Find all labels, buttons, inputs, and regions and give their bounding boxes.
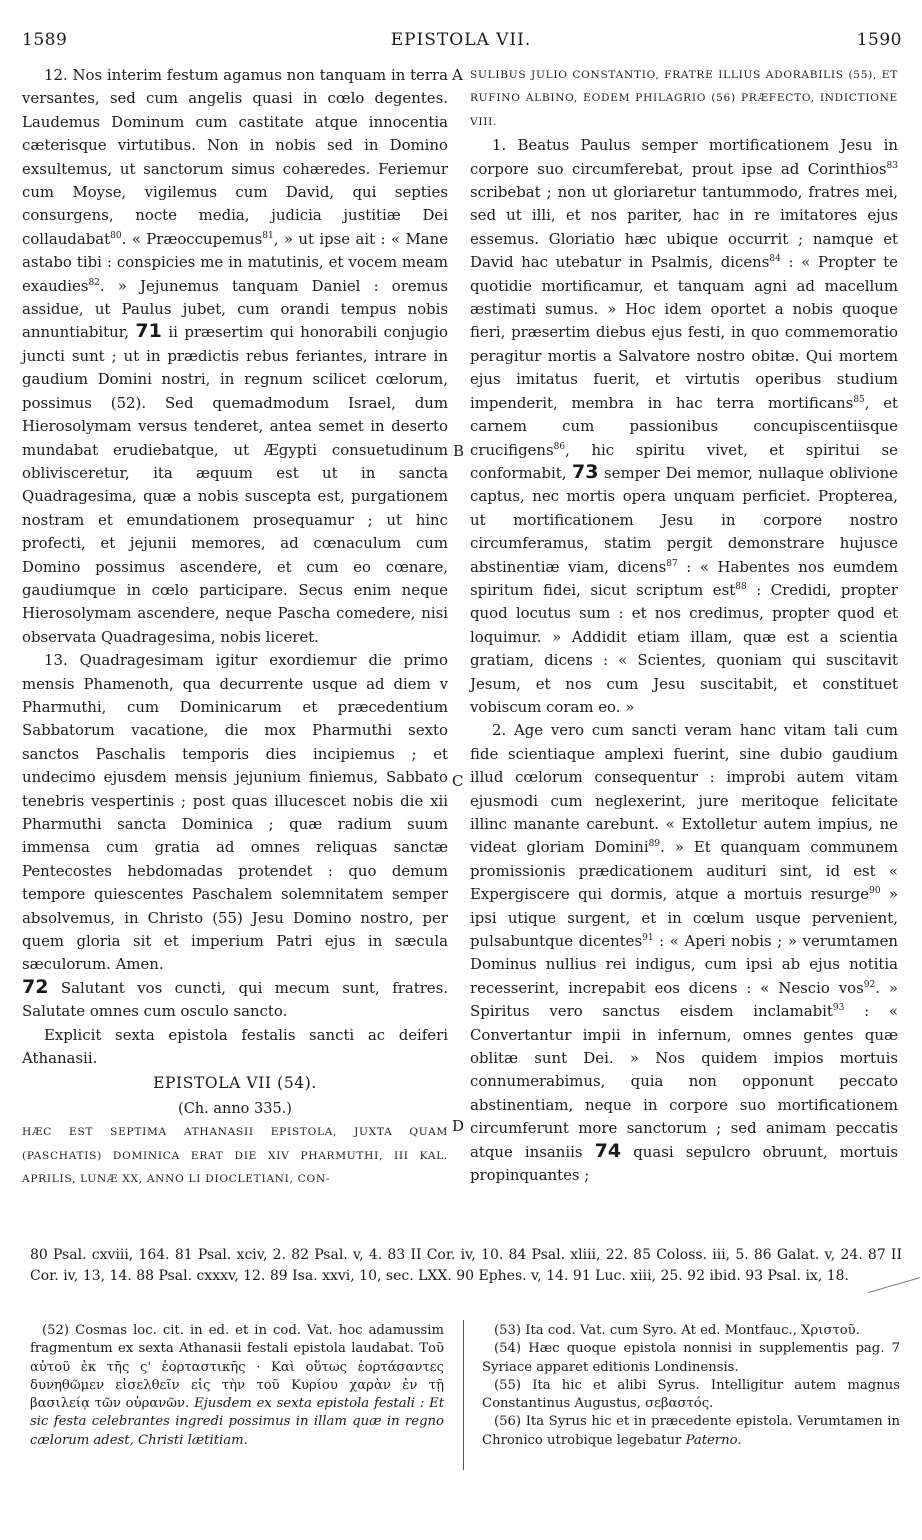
epistle-title: EPISTOLA VII (54). [153, 1074, 317, 1093]
explicit-line: Explicit sexta epistola festalis sancti ac deiferi Athanasii. [22, 1025, 448, 1068]
right-column [470, 64, 898, 1188]
footnote-55: (55) Ita hic et alibi Syrus. Intelligitur autem magnus Constantinus Augustus, σεβαστός. [482, 1377, 900, 1412]
section-marker-73: 73 [572, 460, 599, 483]
section-marker-72: 72 [22, 975, 49, 998]
paragraph-2: 2. Age vero cum sancti veram hanc vitam tali cum fide scientiaque amplexi fuerint, sine dubio gaudium illud cœlorum consequentur : improbi autem vitam ejusmodi cum neglexerint, jure meritoque felicitate illinc manante carebunt. « Extolletur autem impius, ne videat gloriam Domini$^{89}$. » Et quanquam communem promissionis prædicationem audituri sint, id est « Expergiscere qui dormis, atque a mortuis resurge$^{90}$ » ipsi utique surgent, et in cœlum usque pervenient, pulsabuntque dicentes$^{91}$ : « Aperi nobis ; » verumtamen Dominus nullius rei indigus, cum ipsi ab ejus notitia recesserint, increpabit eos dicens : « Nescio vos$^{92}$. » Spiritus vero sanctus eisdem inclamabit$^{93}$ : « Convertantur impii in infernum, omnes gentes quæ oblitæ sunt Dei. » Nos quidem impios mortuis connumerabimus, quia non opponunt peccato abstinentiam, neque in corpore suo mortificationem circumferunt more sanctorum ; sed animam peccatis atque insaniis 74 quasi sepulcro obruunt, mortuis propinquantes ; [470, 721, 899, 1185]
epistle-description-continued: SULIBUS JULIO CONSTANTIO, FRATRE ILLIUS ADORABILIS (55), ET RUFINO ALBINO, EODEM PHILAGRIO (56) PRÆFECTO, INDICTIONE VIII. [470, 69, 898, 128]
paragraph-12: 12. Nos interim festum agamus non tanquam in terra versantes, sed cum angelis quasi in cœlo degentes. Laudemus Dominum cum castitate atque innocentia cæterisque virtutibus. Non in nobis sed in Domino exsultemus, ut sanctorum simus cohæredes. Feriemur cum Moyse, vigilemus cum David, qui septies consurgens, nocte media, judicia justitiæ Dei collaudabat$^{80}$. « Præoccupemus$^{81}$, » ut ipse ait : « Mane astabo tibi : conspicies me in matutinis, et vocem meam exaudies$^{82}$. » Jejunemus tanquam Daniel : oremus assidue, ut Paulus jubet, cum orandi tempus nobis annuntiabitur, 71 ii præsertim qui honorabili conjugio juncti sunt ; ut in prædictis rebus feriantes, intrare in gaudium Domini nostri, in regnum scilicet cœlorum, possimus (52). Sed quemadmodum Israel, dum Hierosolymam versus tenderet, antea semet in deserto mundabat erudiebatque, ut Ægypti consuetudinum oblivisceretur, ita æquum est ut in sancta Quadragesima, quæ a nobis suscepta est, purgationem nostram et emundationem prosequamur ; ut hinc profecti, et jejunii memores, ad cœnaculum cum Domino possimus ascendere, et cum eo cœnare, gaudiumque in cœlo participare. Secus enim neque Hierosolymam ascendere, neque Pascha comedere, nisi observata Quadragesima, nobis liceret. [22, 66, 449, 646]
section-marker-74: 74 [594, 1139, 622, 1162]
footnote-56: (56) Ita Syrus hic et in præcedente epistola. Verumtamen in Chronico utrobique legebatur Paterno. [482, 1414, 900, 1448]
scripture-references: 80 Psal. cxviii, 164. 81 Psal. xciv, 2. 82 Psal. v, 4. 83 II Cor. iv, 10. 84 Psal. xliii, 22. 85 Coloss. iii, 5. 86 Galat. v, 24. 87 II Cor. iv, 13, 14. 88 Psal. cxxxv, 12. 89 Isa. xxvi, 10, sec. LXX. 90 Ephes. v, 14. 91 Luc. xiii, 25. 92 ibid. 93 Psal. ix, 18. [30, 1247, 902, 1284]
running-title: EPISTOLA VII. [390, 30, 532, 50]
page-number-left: 1589 [22, 30, 68, 50]
page-number-right: 1590 [856, 30, 902, 50]
margin-letter-d: D [452, 1117, 465, 1135]
footnote-53: (53) Ita cod. Vat. cum Syro. At ed. Montfauc., Χριστοῦ. [494, 1323, 860, 1338]
margin-letter-c: C [452, 772, 464, 790]
margin-letter-a: A [452, 66, 463, 84]
paragraph-1: 1. Beatus Paulus semper mortificationem Jesu in corpore suo circumferebat, prout ipse ad Corinthios$^{83}$ scribebat ; non ut gloriaretur tantummodo, fratres mei, sed ut illi, et nos pariter, hac in re imitatores ejus essemus. Gloriatio hæc ubique occurrit ; namque et David hac utebatur in Psalmis, dicens$^{84}$ : « Propter te quotidie mortificamur, et tanquam agni ad macellum æstimati sumus. » Hoc idem oportet a nobis quoque fieri, præsertim diebus ejus festi, in quo commemoratio peragitur mortis a Salvatore nostro obitæ. Qui mortem ejus imitatus fuerit, et virtutis operibus studium impenderit, membra in hac terra mortificans$^{85}$, et carnem cum passionibus concupiscentiisque crucifigens$^{86}$, hic spiritu vivet, et spiritui se conformabit, 73 semper Dei memor, nullaque oblivione captus, nec mortis opera unquam perficiet. Propterea, ut mortificationem Jesu in corpore nostro circumferamus, statim pergit demonstrare hujusce abstinentiæ viam, dicens$^{87}$ : « Habentes nos eumdem spiritum fidei, sicut scriptum est$^{88}$ : Credidi, propter quod locutus sum : et nos credimus, propter quod et loquimur. » Addidit etiam illam, quæ est a scientia gratiam, dicens : « Scientes, quoniam qui suscitavit Jesum, et nos cum Jesu suscitabit, et constituet vobiscum coram eo. » [470, 136, 899, 716]
footnote-54: (54) Hæc quoque epistola nonnisi in supplementis pag. 7 Syriace apparet editionis Londinensis. [482, 1341, 900, 1375]
margin-letter-b: B [453, 442, 465, 460]
footnotes-right [482, 1322, 900, 1450]
paragraph-13: 13. Quadragesimam igitur exordiemur die primo mensis Phamenoth, qua decurrente usque ad diem v Pharmuthi, cum Dominicarum et præcedentium Sabbatorum vacatione, die mox Pharmuthi sexto sanctos Paschalis temporis dies incipiemus ; et undecimo ejusdem mensis jejunium finiemus, Sabbato tenebris vespertinis ; post quas illucescet nobis die xii Pharmuthi sancta Dominica ; quæ radium suum immensa cum gratia ad omnes reliquas sanctæ Pentecostes hebdomadas protendet : quo demum tempore quiescentes Paschalem solemnitatem semper absolvemus, in Christo (55) Jesu Domino nostro, per quem gloria sit et imperium Patri ejus in sæcula sæculorum. Amen. [22, 651, 448, 974]
salutation: 72 Salutant vos cuncti, qui mecum sunt, fratres. Salutate omnes cum osculo sancto. [22, 975, 448, 1021]
section-marker-71: 71 [135, 320, 162, 343]
epistle-year: (Ch. anno 335.) [178, 1100, 292, 1117]
footnote-52: (52) Cosmas loc. cit. in ed. et in cod. Vat. hoc adamussim fragmentum ex sexta Athanasii festali epistola laudabat. Τοῦ αὐτοῦ ἐκ τῆς ς' ἑορταστικῆς · Καὶ οὕτως ἑορτάσαντες δυνηθῶμεν εἰσελθεῖν εἰς τὴν τοῦ Κυρίου χαρὰν ἐν τῇ βασιλείᾳ τῶν οὐρανῶν. Ejusdem ex sexta epistola festali : Et sic festa celebrantes ingredi possimus in illam quæ in regno cælorum adest, Christi lætitiam. [30, 1323, 445, 1448]
left-column [22, 64, 448, 1192]
footnotes-left [30, 1322, 444, 1450]
epistle-description: HÆC EST SEPTIMA ATHANASII EPISTOLA, JUXTA QUAM (PASCHATIS) DOMINICA ERAT DIE XIV PHARMUTHI, III KAL. APRILIS, LUNÆ XX, ANNO LI DIOCLETIANI, CON- [22, 1126, 448, 1186]
footnote-divider [463, 1320, 464, 1470]
